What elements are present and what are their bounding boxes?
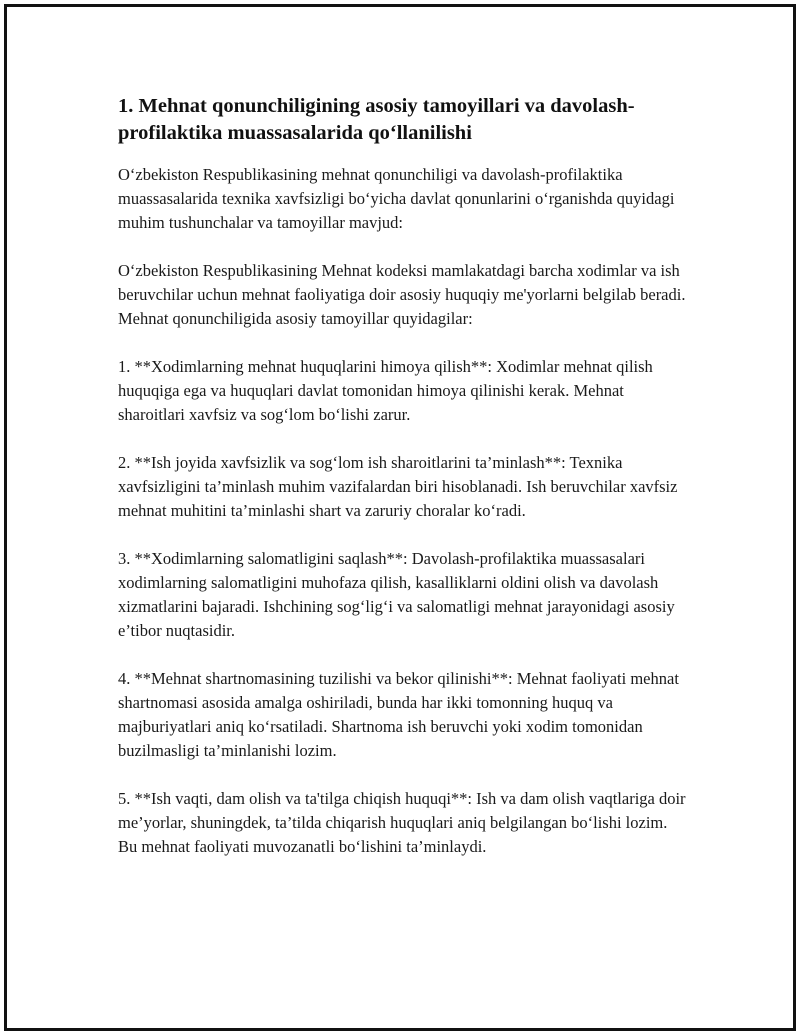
principle-4-paragraph: 4. **Mehnat shartnomasining tuzilishi va bekor qilinishi**: Mehnat faoliyati mehnat shartnomasi asosida amalga oshiriladi, bunda har ikki tomonning huquq va majburiyatlari aniq ko‘rsatiladi. Shartnoma ish beruvchi yoki xodim tomonidan buzilmasligi ta’minlanishi lozim. [118, 669, 679, 760]
principle-1-paragraph: 1. **Xodimlarning mehnat huquqlarini himoya qilish**: Xodimlar mehnat qilish huquqiga ega va huquqlari davlat tomonidan himoya qilinishi kerak. Mehnat sharoitlari xavfsiz va sog‘lom bo‘lishi zarur. [118, 357, 653, 424]
document-title: 1. Mehnat qonunchiligining asosiy tamoyillari va davolash-profilaktika muassasalarida qo‘llanilishi [118, 95, 635, 144]
document-body [118, 93, 690, 883]
principle-5-paragraph: 5. **Ish vaqti, dam olish va ta'tilga chiqish huquqi**: Ish va dam olish vaqtlariga doir me’yorlar, shuningdek, ta’tilda chiqarish huquqlari aniq belgilangan bo‘lishi lozim. Bu mehnat faoliyati muvozanatli bo‘lishini ta’minlaydi. [118, 789, 686, 856]
principle-3-paragraph: 3. **Xodimlarning salomatligini saqlash**: Davolash-profilaktika muassasalari xodimlarning salomatligini muhofaza qilish, kasalliklarni oldini olish va davolash xizmatlarini bajaradi. Ishchining sog‘lig‘i va salomatligi mehnat jarayonidagi asosiy e’tibor nuqtasidir. [118, 549, 675, 640]
intro-paragraph: O‘zbekiston Respublikasining mehnat qonunchiligi va davolash-profilaktika muassasalarida texnika xavfsizligi bo‘yicha davlat qonunlarini o‘rganishda quyidagi muhim tushunchalar va tamoyillar mavjud: [118, 165, 675, 232]
principle-2-paragraph: 2. **Ish joyida xavfsizlik va sog‘lom ish sharoitlarini ta’minlash**: Texnika xavfsizligini ta’minlash muhim vazifalardan biri hisoblanadi. Ish beruvchilar xavfsiz mehnat muhitini ta’minlashi shart va zaruriy choralar ko‘radi. [118, 453, 678, 520]
labor-code-paragraph: O‘zbekiston Respublikasining Mehnat kodeksi mamlakatdagi barcha xodimlar va ish beruvchilar uchun mehnat faoliyatiga doir asosiy huquqiy me'yorlarni belgilab beradi. Mehnat qonunchiligida asosiy tamoyillar quyidagilar: [118, 261, 686, 328]
